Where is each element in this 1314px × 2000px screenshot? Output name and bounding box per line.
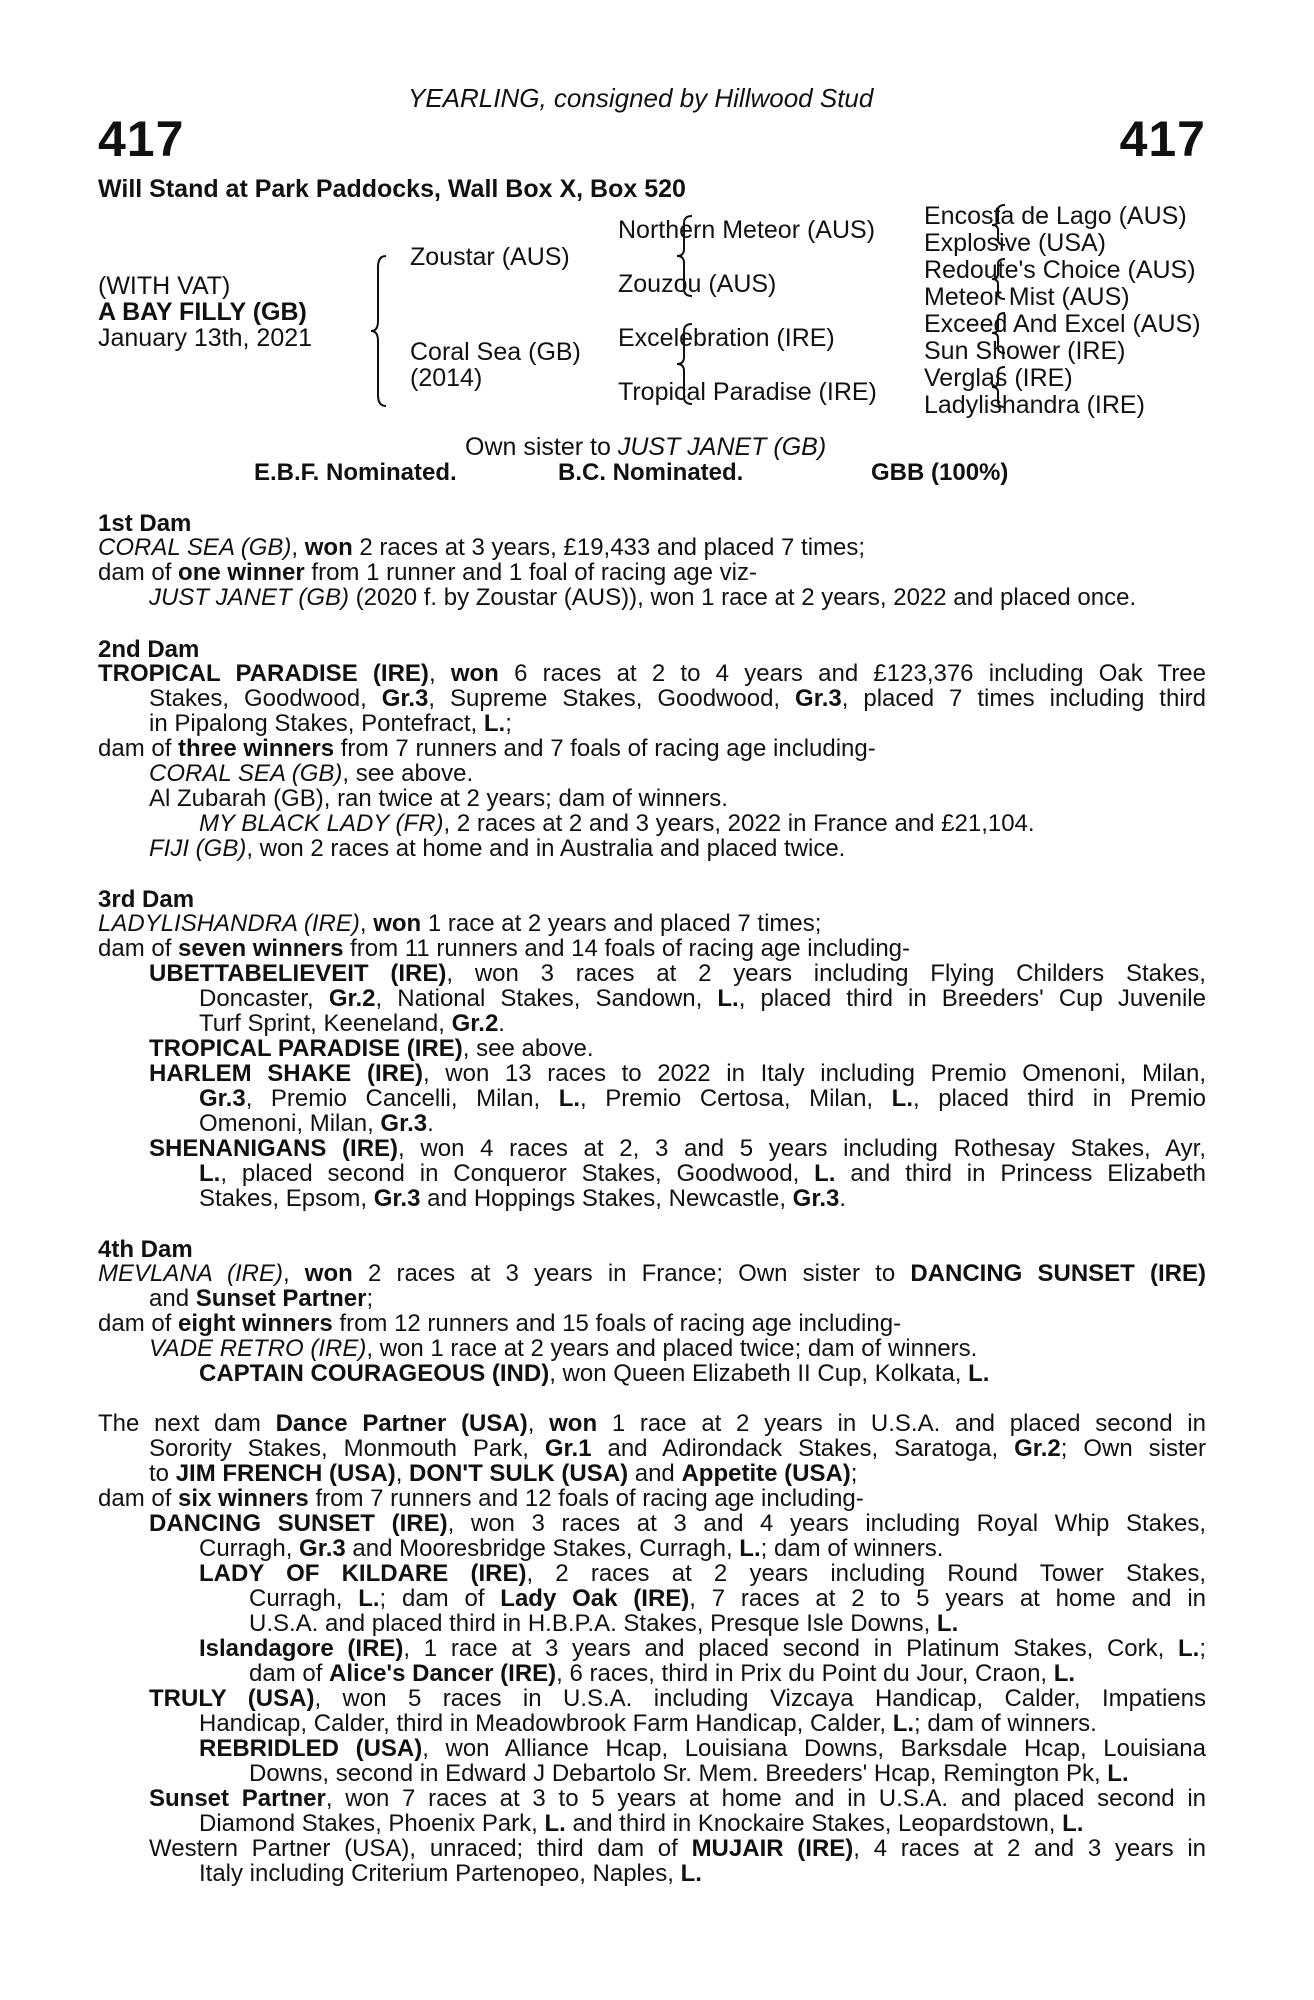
dam3-line: L., placed second in Conqueror Stakes, Goodwood, L. and third in Princess Elizabeth <box>199 1160 1206 1187</box>
catalogue-page <box>98 0 1206 2000</box>
next-dam-line: Handicap, Calder, third in Meadowbrook Farm Handicap, Calder, L.; dam of winners. <box>199 1710 1097 1737</box>
pedigree-sss: Encosta de Lago (AUS) <box>924 202 1187 230</box>
next-dam-line: TRULY (USA), won 5 races in U.S.A. including Vizcaya Handicap, Calder, Impatiens <box>149 1685 1206 1712</box>
next-dam-line: Diamond Stakes, Phoenix Park, L. and third in Knockaire Stakes, Leopardstown, L. <box>199 1810 1084 1837</box>
consignment-line: YEARLING, consigned by Hillwood Stud <box>408 83 874 113</box>
dam3-line: TROPICAL PARADISE (IRE), see above. <box>149 1035 594 1062</box>
next-dam-line: Curragh, Gr.3 and Mooresbridge Stakes, Curragh, L.; dam of winners. <box>199 1535 944 1562</box>
next-dam-line: The next dam Dance Partner (USA), won 1 race at 2 years in U.S.A. and placed second in <box>98 1410 1206 1437</box>
dam3-line: Omenoni, Milan, Gr.3. <box>199 1110 434 1137</box>
dam3-line: dam of seven winners from 11 runners and 14 foals of racing age including- <box>98 935 911 962</box>
pedigree-dd: Tropical Paradise (IRE) <box>618 378 877 406</box>
pedigree-brace-main <box>370 255 388 407</box>
pedigree-ssd: Explosive (USA) <box>924 229 1106 257</box>
dam3-line: UBETTABELIEVEIT (IRE), won 3 races at 2 years including Flying Childers Stakes, <box>149 960 1206 987</box>
dam4-heading: 4th Dam <box>98 1236 193 1263</box>
next-dam-line: Downs, second in Edward J Debartolo Sr. Mem. Breeders' Hcap, Remington Pk, L. <box>249 1760 1129 1787</box>
pedigree-ddd: Ladylishandra (IRE) <box>924 391 1145 419</box>
pedigree-ds: Excelebration (IRE) <box>618 324 835 352</box>
dam3-line: LADYLISHANDRA (IRE), won 1 race at 2 years and placed 7 times; <box>98 910 822 937</box>
next-dam-line: Curragh, L.; dam of Lady Oak (IRE), 7 races at 2 to 5 years at home and in <box>249 1585 1206 1612</box>
horse-name: A BAY FILLY (GB) <box>98 298 307 326</box>
bc-nomination: B.C. Nominated. <box>558 459 744 486</box>
dam2-line: Stakes, Goodwood, Gr.3, Supreme Stakes, Goodwood, Gr.3, placed 7 times including third <box>149 685 1206 712</box>
dam2-line: TROPICAL PARADISE (IRE), won 6 races at 2 to 4 years and £123,376 including Oak Tree <box>98 660 1207 687</box>
dam4-line: and Sunset Partner; <box>149 1285 374 1312</box>
pedigree-dss: Exceed And Excel (AUS) <box>924 310 1201 338</box>
dam4-line: VADE RETRO (IRE), won 1 race at 2 years and placed twice; dam of winners. <box>149 1335 978 1362</box>
next-dam-line: Western Partner (USA), unraced; third dam of MUJAIR (IRE), 4 races at 2 and 3 years in <box>149 1835 1206 1862</box>
horse-dob: January 13th, 2021 <box>98 324 313 352</box>
dam2-line: MY BLACK LADY (FR), 2 races at 2 and 3 years, 2022 in France and £21,104. <box>199 810 1035 837</box>
next-dam-line: Sunset Partner, won 7 races at 3 to 5 years at home and in U.S.A. and placed second in <box>149 1785 1207 1812</box>
dam2-heading: 2nd Dam <box>98 636 200 663</box>
dam2-line: in Pipalong Stakes, Pontefract, L.; <box>149 710 512 737</box>
next-dam-line: LADY OF KILDARE (IRE), 2 races at 2 years including Round Tower Stakes, <box>199 1560 1206 1587</box>
dam1-heading: 1st Dam <box>98 510 192 537</box>
vat-note: (WITH VAT) <box>98 272 231 300</box>
next-dam-line: REBRIDLED (USA), won Alliance Hcap, Louisiana Downs, Barksdale Hcap, Louisiana <box>199 1735 1206 1762</box>
next-dam-line: Sorority Stakes, Monmouth Park, Gr.1 and Adirondack Stakes, Saratoga, Gr.2; Own sister <box>149 1435 1206 1462</box>
pedigree-sire: Zoustar (AUS) <box>410 243 570 271</box>
next-dam-line: dam of Alice's Dancer (IRE), 6 races, third in Prix du Point du Jour, Craon, L. <box>249 1660 1076 1687</box>
dam4-line: dam of eight winners from 12 runners and 15 foals of racing age including- <box>98 1310 902 1337</box>
gbb-note: GBB (100%) <box>871 459 1009 486</box>
dam4-line: MEVLANA (IRE), won 2 races at 3 years in France; Own sister to DANCING SUNSET (IRE) <box>98 1260 1206 1287</box>
dam2-line: dam of three winners from 7 runners and 7 foals of racing age including- <box>98 735 876 762</box>
dam4-line: CAPTAIN COURAGEOUS (IND), won Queen Elizabeth II Cup, Kolkata, L. <box>199 1360 990 1387</box>
dam1-line: CORAL SEA (GB), won 2 races at 3 years, £19,433 and placed 7 times; <box>98 534 866 561</box>
pedigree-dsd: Sun Shower (IRE) <box>924 337 1126 365</box>
own-sister-note: Own sister to JUST JANET (GB) <box>465 433 827 461</box>
pedigree-sdd: Meteor Mist (AUS) <box>924 283 1130 311</box>
dam1-line: JUST JANET (GB) (2020 f. by Zoustar (AUS)), won 1 race at 2 years, 2022 and placed once. <box>149 584 1137 611</box>
dam2-line: FIJI (GB), won 2 races at home and in Australia and placed twice. <box>149 835 846 862</box>
ebf-nomination: E.B.F. Nominated. <box>254 459 457 486</box>
dam2-line: CORAL SEA (GB), see above. <box>149 760 474 787</box>
pedigree-sds: Redoute's Choice (AUS) <box>924 256 1196 284</box>
dam1-line: dam of one winner from 1 runner and 1 foal of racing age viz- <box>98 559 757 586</box>
next-dam-line: U.S.A. and placed third in H.B.P.A. Stakes, Presque Isle Downs, L. <box>249 1610 959 1637</box>
dam3-line: Doncaster, Gr.2, National Stakes, Sandown, L., placed third in Breeders' Cup Juvenile <box>199 985 1206 1012</box>
pedigree-ss: Northern Meteor (AUS) <box>618 216 876 244</box>
dam3-line: Gr.3, Premio Cancelli, Milan, L., Premio Certosa, Milan, L., placed third in Premio <box>199 1085 1206 1112</box>
dam3-heading: 3rd Dam <box>98 886 195 913</box>
next-dam-line: Islandagore (IRE), 1 race at 3 years and placed second in Platinum Stakes, Cork, L.; <box>199 1635 1207 1662</box>
dam3-line: HARLEM SHAKE (IRE), won 13 races to 2022 in Italy including Premio Omenoni, Milan, <box>149 1060 1207 1087</box>
dam2-line: Al Zubarah (GB), ran twice at 2 years; dam of winners. <box>149 785 728 812</box>
next-dam-line: to JIM FRENCH (USA), DON'T SULK (USA) and Appetite (USA); <box>149 1460 858 1487</box>
pedigree-sd: Zouzou (AUS) <box>618 270 777 298</box>
lot-number-right: 417 <box>1119 111 1206 167</box>
dam3-line: SHENANIGANS (IRE), won 4 races at 2, 3 and 5 years including Rothesay Stakes, Ayr, <box>149 1135 1207 1162</box>
next-dam-line: DANCING SUNSET (IRE), won 3 races at 3 and 4 years including Royal Whip Stakes, <box>149 1510 1207 1537</box>
dam3-line: Stakes, Epsom, Gr.3 and Hoppings Stakes, Newcastle, Gr.3. <box>199 1185 847 1212</box>
pedigree-dam-year: (2014) <box>410 364 483 392</box>
stand-location: Will Stand at Park Paddocks, Wall Box X, Box 520 <box>98 175 686 203</box>
next-dam-line: Italy including Criterium Partenopeo, Naples, L. <box>199 1860 702 1887</box>
dam3-line: Turf Sprint, Keeneland, Gr.2. <box>199 1010 505 1037</box>
pedigree-dds: Verglas (IRE) <box>924 364 1073 392</box>
pedigree-dam: Coral Sea (GB) <box>410 338 581 366</box>
next-dam-line: dam of six winners from 7 runners and 12 foals of racing age including- <box>98 1485 864 1512</box>
lot-number-left: 417 <box>98 111 185 167</box>
